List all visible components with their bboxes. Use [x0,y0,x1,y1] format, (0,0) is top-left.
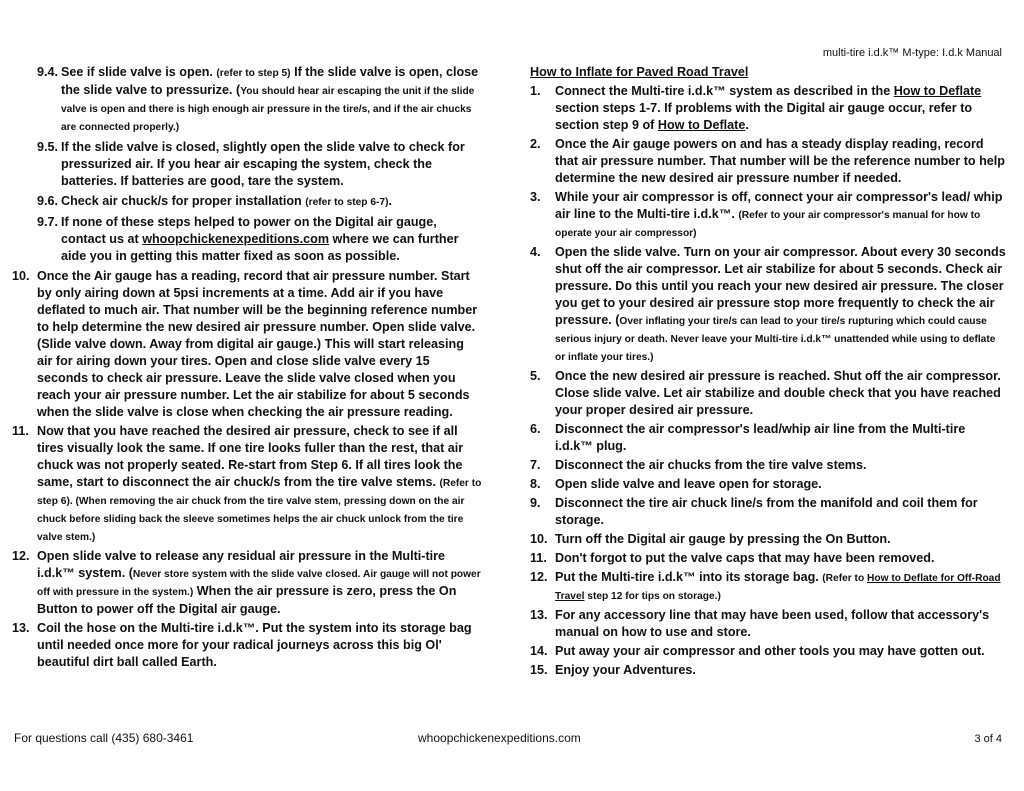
list-item: 4. Open the slide valve. Turn on your air compressor. About every 30 seconds shut off the air compressor. Let air stabilize for about 5 seconds. Check air pressure. Do this until you reach your new desired air pressure. The closer you get to your desired air pressure stop more frequently to check the air pressure. (Over inflating your tire/s can lead to your tire/s rupturing which could cause serious injury or death. Never leave your Multi-tire i.d.k™ unattended while using to deflate or inflate your tires.) [530,245,1006,363]
list-item: 14. Put away your air compressor and other tools you may have gotten out. [530,644,985,658]
section-title: How to Inflate for Paved Road Travel [530,65,749,79]
list-item: 9.6. Check air chuck/s for proper installation (refer to step 6-7). [37,194,392,208]
list-item: 6. Disconnect the air compressor's lead/whip air line from the Multi-tire i.d.k™ plug. [530,422,966,453]
list-item: 7. Disconnect the air chucks from the tire valve stems. [530,458,867,472]
right-column [530,64,1006,681]
left-column [12,64,482,673]
list-item: 11. Don't forgot to put the valve caps that may have been removed. [530,551,935,565]
list-item: 9.5. If the slide valve is closed, slightly open the slide valve to check for pressurized air. If you hear air escaping the system, check the batteries. If batteries are good, tare the system. [37,140,465,188]
website-link[interactable]: whoopchickenexpeditions.com [142,232,330,246]
list-item: 10. Once the Air gauge has a reading, record that air pressure number. Start by only airing down at 5psi increments at a time. Add air if you have deflated to much air. That number will be the beginning reference number to help determine the new desired air pressure number. Open slide valve. (Slide valve down. Away from digital air gauge.) This will start releasing air for airing down your tires. Open and close slide valve every 15 seconds to check air pressure. Leave the slide valve closed when you reach your air pressure number. Let the air stabilize for about 5 seconds when the slide valve is close when checking the air pressure reading. [12,269,478,419]
list-item: 10. Turn off the Digital air gauge by pressing the On Button. [530,532,891,546]
list-item: 9.4. See if slide valve is open. (refer to step 5) If the slide valve is open, close the slide valve to pressurize. (You should hear air escaping the unit if the slide valve is open and there is high enough air pressure in the tire/s, and if the air chucks are connected properly.) [37,65,479,133]
list-item: 11. Now that you have reached the desired air pressure, check to see if all tires visually look the same. If one tire looks fuller than the rest, that air chuck was not properly seated. Re-start from Step 6. If all tires look the same, start to disconnect the air chuck/s from the tire valve stems. (Refer to step 6). (When removing the air chuck from the tire valve stem, pressing down on the air chuck before sliding back the sleeve sometimes helps the air chuck unlock from the tire valve stem.) [12,424,482,543]
list-item: 12. Put the Multi-tire i.d.k™ into its storage bag. (Refer to How to Deflate for Off-Road Travel step 12 for tips on storage.) [530,570,1001,602]
how-to-deflate-link[interactable]: How to Deflate [893,84,982,98]
how-to-deflate-offroad-link[interactable]: How to Deflate for Off-Road Travel [555,573,1001,602]
how-to-deflate-link[interactable]: How to Deflate [657,118,746,132]
page-number: 3 of 4 [974,733,1002,745]
list-item: 8. Open slide valve and leave open for storage. [530,477,822,491]
list-item: 15. Enjoy your Adventures. [530,663,696,677]
list-item: 5. Once the new desired air pressure is reached. Shut off the air compressor. Close slide valve. Let air stabilize and double check that you have reached your proper desired air pressure. [530,369,1001,417]
list-item: 13. For any accessory line that may have been used, follow that accessory's manual on how to use and store. [530,608,990,639]
list-item: 1. Connect the Multi-tire i.d.k™ system as described in the How to Deflate section steps 1-7. If problems with the Digital air gauge occur, refer to section step 9 of How to Deflate. [530,84,982,132]
list-item: 2. Once the Air gauge powers on and has a steady display reading, record that air pressure number. That number will be the reference number to help determine the new desired air pressure number if needed. [530,137,1005,185]
list-item: 3. While your air compressor is off, connect your air compressor's lead/ whip air line to the Multi-tire i.d.k™. (Refer to your air compressor's manual for how to operate your air compressor) [530,190,1003,239]
list-item: 9.7. If none of these steps helped to power on the Digital air gauge, contact us at whoopchickenexpeditions.com where we can further aide you in getting this matter fixed as soon as possible. [37,215,459,263]
list-item: 9. Disconnect the tire air chuck line/s from the manifold and coil them for storage. [530,496,978,527]
list-item: 13. Coil the hose on the Multi-tire i.d.k™. Put the system into its storage bag until needed once more for your radical journeys across this big Ol' beautiful dirt ball called Earth. [12,621,472,669]
footer-website: whoopchickenexpeditions.com [418,731,581,745]
list-item: 12. Open slide valve to release any residual air pressure in the Multi-tire i.d.k™ system. (Never store system with the slide valve closed. Air gauge will not power off with pressure in the system.) When the air pressure is zero, press the On Button to power off the Digital air gauge. [12,549,481,616]
footer-phone: For questions call (435) 680-3461 [14,731,194,745]
page-header: multi-tire i.d.k™ M-type: I.d.k Manual [822,47,1002,59]
